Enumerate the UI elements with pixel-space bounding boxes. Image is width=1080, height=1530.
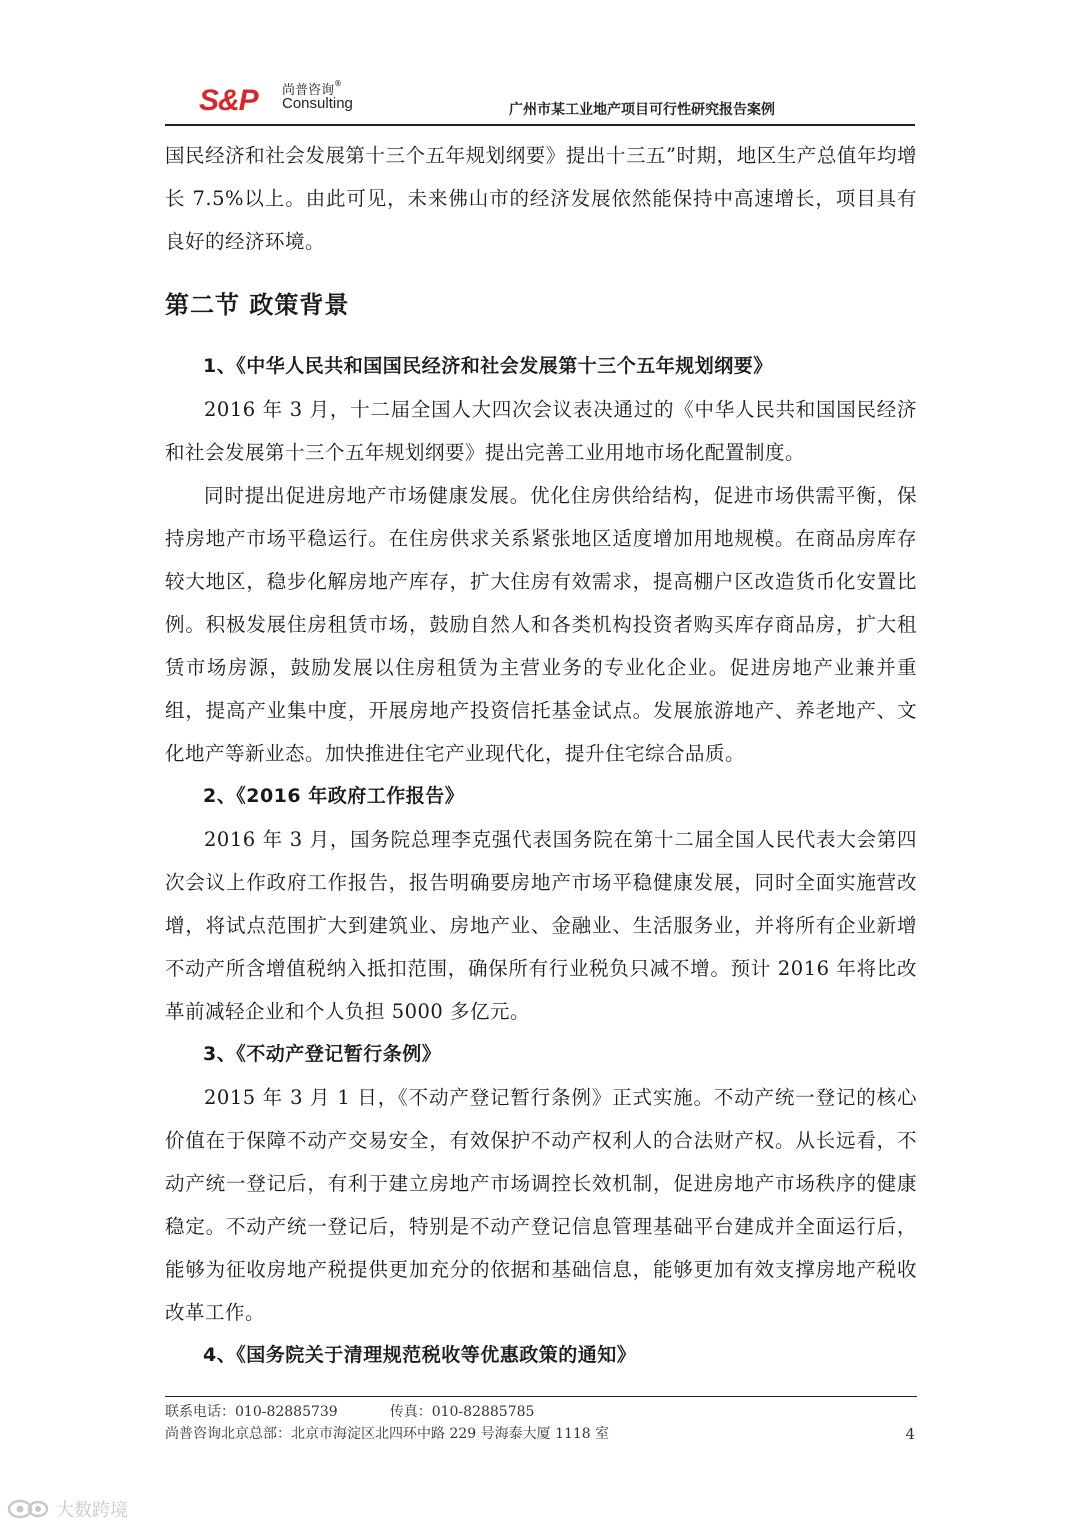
office-address: 尚普咨询北京总部：北京市海淀区北四环中路 229 号海泰大厦 1118 室 [165,1426,610,1442]
eye-logo-icon [6,1496,50,1522]
paragraph: 2016 年 3 月，十二届全国人大四次会议表决通过的《中华人民共和国国民经济和社会发展第十三个五年规划纲要》提出完善工业用地市场化配置制度。 [165,398,917,464]
policy-heading-3: 3、《不动产登记暂行条例》 [203,1043,442,1065]
page-body [165,134,917,1377]
page-number: 4 [905,1425,915,1443]
paragraph: 2015 年 3 月 1 日，《不动产登记暂行条例》正式实施。不动产统一登记的核心价值在于保障不动产交易安全，有效保护不动产权利人的合法财产权。从长远看，不动产统一登记后，有利于建立房地产市场调控长效机制，促进房地产市场秩序的健康稳定。不动产统一登记后，特别是不动产登记信息管理基础平台建成并全面运行后，能够为征收房地产税提供更加充分的依据和基础信息，能够更加有效支撑房地产税收改革工作。 [165,1086,917,1324]
watermark [6,1496,128,1522]
document-title: 广州市某工业地产项目可行性研究报告案例 [509,102,775,118]
section-title: 第二节 政策背景 [165,291,350,319]
contact-phone: 联系电话：010-82885739 [165,1404,338,1420]
logo-mark: S&P [199,84,258,117]
paragraph: 同时提出促进房地产市场健康发展。优化住房供给结构，促进市场供需平衡，保持房地产市场平稳运行。在住房供求关系紧张地区适度增加用地规模。在商品房库存较大地区，稳步化解房地产库存，扩大住房有效需求，提高棚户区改造货币化安置比例。积极发展住房租赁市场，鼓励自然人和各类机构投资者购买库存商品房，扩大租赁市场房源，鼓励发展以住房租赁为主营业务的专业化企业。促进房地产业兼并重组，提高产业集中度，开展房地产投资信托基金试点。发展旅游地产、养老地产、文化地产等新业态。加快推进住宅产业现代化，提升住宅综合品质。 [165,484,917,765]
contact-fax: 传真：010-82885785 [389,1404,535,1420]
page-footer [165,1396,917,1445]
paragraph: 2016 年 3 月，国务院总理李克强代表国务院在第十二届全国人民代表大会第四次会议上作政府工作报告，报告明确要房地产市场平稳健康发展，同时全面实施营改增，将试点范围扩大到建筑业、房地产业、金融业、生活服务业，并将所有企业新增不动产所含增值税纳入抵扣范围，确保所有行业税负只减不增。预计 2016 年将比改革前减轻企业和个人负担 5000 多亿元。 [165,828,917,1023]
contact-line [165,1401,917,1423]
policy-heading-2: 2、《2016 年政府工作报告》 [203,785,465,807]
logo-english-name: Consulting [282,95,353,112]
page-header [165,72,915,126]
watermark-text: 大数跨境 [56,1500,128,1521]
policy-heading-4: 4、《国务院关于清理规范税收等优惠政策的通知》 [203,1344,637,1366]
policy-heading-1: 1、《中华人民共和国国民经济和社会发展第十三个五年规划纲要》 [203,355,773,377]
company-logo [199,76,364,120]
paragraph-continuation: 国民经济和社会发展第十三个五年规划纲要》提出十三五”时期，地区生产总值年均增长 7.5%以上。由此可见，未来佛山市的经济发展依然能保持中高速增长，项目具有良好的经济环境。 [165,144,917,253]
logo-chinese-name: 尚普咨询® [282,79,343,98]
registered-mark: ® [334,79,343,88]
